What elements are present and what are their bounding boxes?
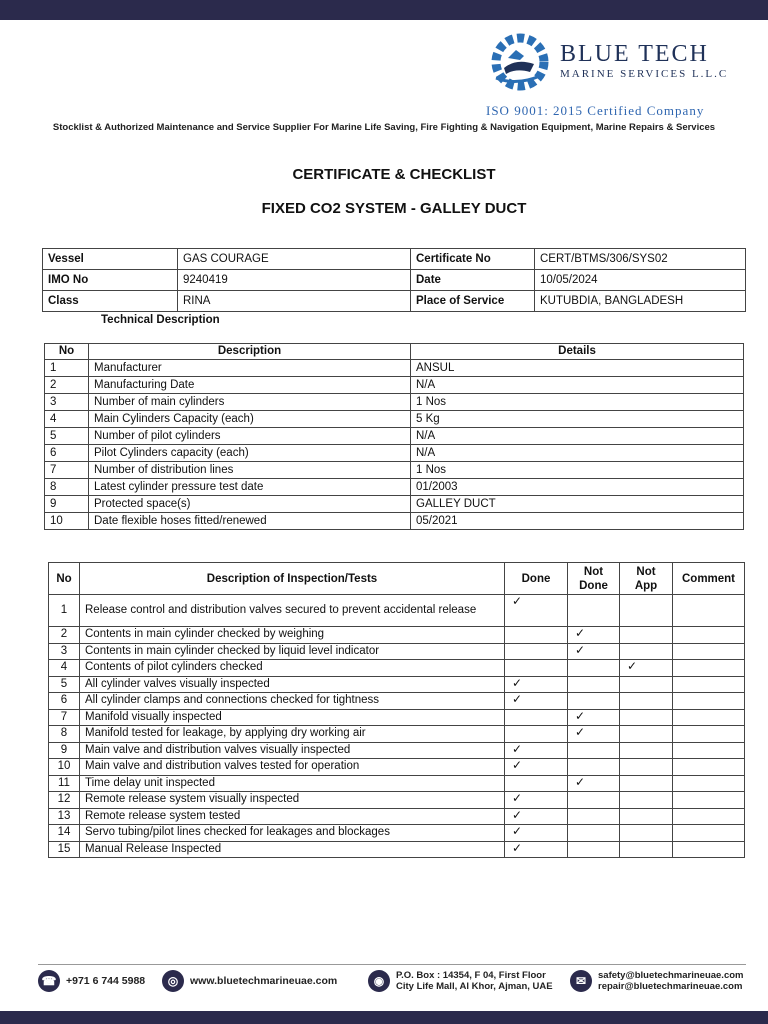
footer-divider xyxy=(38,964,746,965)
column-header: Comment xyxy=(673,563,745,595)
row-description: Time delay unit inspected xyxy=(80,775,505,792)
row-description: Main valve and distribution valves visually inspected xyxy=(80,742,505,759)
row-number: 13 xyxy=(49,808,80,825)
row-description: Latest cylinder pressure test date xyxy=(89,479,411,496)
not-done-cell xyxy=(568,709,620,726)
row-description: Main valve and distribution valves tested for operation xyxy=(80,759,505,776)
row-description: Pilot Cylinders capacity (each) xyxy=(89,445,411,462)
inspection-checklist-table xyxy=(48,562,745,858)
phone-number: +971 6 744 5988 xyxy=(66,975,146,987)
row-details: N/A xyxy=(411,445,744,462)
comment-cell xyxy=(673,627,745,644)
class-label: Class xyxy=(43,291,178,312)
not-done-cell xyxy=(568,841,620,858)
not-done-cell xyxy=(568,676,620,693)
table-row xyxy=(45,479,744,496)
company-name: BLUE TECH xyxy=(560,41,709,67)
table-row xyxy=(45,360,744,377)
table-row xyxy=(43,270,746,291)
checkmark-icon: ✓ xyxy=(512,594,523,608)
checkmark-icon: ✓ xyxy=(575,626,586,640)
table-row xyxy=(49,825,745,842)
table-row xyxy=(45,513,744,530)
table-header-row xyxy=(49,563,745,595)
row-description: Number of pilot cylinders xyxy=(89,428,411,445)
done-cell xyxy=(505,726,568,743)
row-number: 15 xyxy=(49,841,80,858)
checkmark-icon: ✓ xyxy=(575,708,586,723)
row-details: 1 Nos xyxy=(411,394,744,411)
comment-cell xyxy=(673,676,745,693)
not-app-cell xyxy=(620,693,673,710)
not-app-cell xyxy=(620,643,673,660)
comment-cell xyxy=(673,808,745,825)
comment-cell xyxy=(673,643,745,660)
not-app-cell xyxy=(620,709,673,726)
table-row xyxy=(49,709,745,726)
not-app-cell xyxy=(620,825,673,842)
table-row xyxy=(43,249,746,270)
row-number: 11 xyxy=(49,775,80,792)
done-cell xyxy=(505,676,568,693)
row-number: 9 xyxy=(45,496,89,513)
row-number: 6 xyxy=(49,693,80,710)
comment-cell xyxy=(673,693,745,710)
column-header: Done xyxy=(505,563,568,595)
table-row xyxy=(43,291,746,312)
comment-cell xyxy=(673,709,745,726)
done-cell xyxy=(505,693,568,710)
imo-value: 9240419 xyxy=(178,270,411,291)
vessel-label: Vessel xyxy=(43,249,178,270)
done-cell xyxy=(505,841,568,858)
row-number: 6 xyxy=(45,445,89,462)
not-app-cell xyxy=(620,759,673,776)
checkmark-icon: ✓ xyxy=(512,675,523,690)
done-cell xyxy=(505,792,568,809)
comment-cell xyxy=(673,759,745,776)
row-number: 10 xyxy=(49,759,80,776)
row-number: 1 xyxy=(49,595,80,627)
comment-cell xyxy=(673,825,745,842)
done-cell xyxy=(505,660,568,677)
place-value: KUTUBDIA, BANGLADESH xyxy=(535,291,746,312)
row-details: 01/2003 xyxy=(411,479,744,496)
table-row xyxy=(49,660,745,677)
table-row xyxy=(49,792,745,809)
iso-certification: ISO 9001: 2015 Certified Company xyxy=(486,103,705,118)
row-details: N/A xyxy=(411,377,744,394)
table-row xyxy=(45,411,744,428)
date-value: 10/05/2024 xyxy=(535,270,746,291)
row-number: 5 xyxy=(49,676,80,693)
address-line-2: City Life Mall, Al Khor, Ajman, UAE xyxy=(396,981,553,992)
row-number: 3 xyxy=(45,394,89,411)
row-description: Date flexible hoses fitted/renewed xyxy=(89,513,411,530)
column-header: Not App xyxy=(620,563,673,595)
column-header: Description of Inspection/Tests xyxy=(80,563,505,595)
class-value: RINA xyxy=(178,291,411,312)
certificate-value: CERT/BTMS/306/SYS02 xyxy=(535,249,746,270)
table-row xyxy=(45,394,744,411)
website-link[interactable]: www.bluetechmarineuae.com xyxy=(190,975,338,987)
table-row xyxy=(49,742,745,759)
not-app-cell xyxy=(620,660,673,677)
company-subtitle: MARINE SERVICES L.L.C xyxy=(560,68,729,80)
not-app-cell xyxy=(620,808,673,825)
footer-email[interactable] xyxy=(570,970,743,992)
not-app-cell xyxy=(620,595,673,627)
row-number: 9 xyxy=(49,742,80,759)
row-description: Number of distribution lines xyxy=(89,462,411,479)
row-description: Manufacturing Date xyxy=(89,377,411,394)
checkmark-icon: ✓ xyxy=(512,692,523,706)
document-subtitle: FIXED CO2 SYSTEM - GALLEY DUCT xyxy=(261,200,527,217)
row-number: 8 xyxy=(49,726,80,743)
not-done-cell xyxy=(568,627,620,644)
row-description: Manufacturer xyxy=(89,360,411,377)
done-cell xyxy=(505,643,568,660)
row-number: 4 xyxy=(45,411,89,428)
document-title: CERTIFICATE & CHECKLIST xyxy=(292,166,496,183)
table-row xyxy=(45,462,744,479)
row-number: 10 xyxy=(45,513,89,530)
row-description: All cylinder valves visually inspected xyxy=(80,676,505,693)
phone-icon: ☎ xyxy=(38,970,60,992)
column-header: Details xyxy=(411,344,744,360)
company-tagline: Stocklist & Authorized Maintenance and Service Supplier For Marine Life Saving, Fire Fighting & Navigation Equipment, Marine Repairs & Services xyxy=(52,122,716,133)
row-description: Remote release system visually inspected xyxy=(80,792,505,809)
done-cell xyxy=(505,709,568,726)
row-description: Remote release system tested xyxy=(80,808,505,825)
not-app-cell xyxy=(620,726,673,743)
footer-website[interactable] xyxy=(162,970,337,992)
table-header-row xyxy=(45,344,744,360)
done-cell xyxy=(505,595,568,627)
location-pin-icon: ◉ xyxy=(368,970,390,992)
vessel-value: GAS COURAGE xyxy=(178,249,411,270)
table-row xyxy=(49,726,745,743)
done-cell xyxy=(505,808,568,825)
not-done-cell xyxy=(568,792,620,809)
table-row xyxy=(45,428,744,445)
row-number: 4 xyxy=(49,660,80,677)
row-details: GALLEY DUCT xyxy=(411,496,744,513)
comment-cell xyxy=(673,660,745,677)
place-label: Place of Service xyxy=(411,291,535,312)
comment-cell xyxy=(673,595,745,627)
not-done-cell xyxy=(568,693,620,710)
row-number: 7 xyxy=(49,709,80,726)
row-details: 5 Kg xyxy=(411,411,744,428)
table-row xyxy=(45,496,744,513)
header-band xyxy=(0,0,768,20)
table-row xyxy=(45,377,744,394)
done-cell xyxy=(505,825,568,842)
footer-band xyxy=(0,1011,768,1024)
row-description: Contents in main cylinder checked by liquid level indicator xyxy=(80,643,505,660)
not-done-cell xyxy=(568,643,620,660)
column-header: No xyxy=(45,344,89,360)
row-description: Number of main cylinders xyxy=(89,394,411,411)
comment-cell xyxy=(673,792,745,809)
table-row xyxy=(49,759,745,776)
row-details: ANSUL xyxy=(411,360,744,377)
not-app-cell xyxy=(620,841,673,858)
row-details: 05/2021 xyxy=(411,513,744,530)
date-label: Date xyxy=(411,270,535,291)
checkmark-icon: ✓ xyxy=(512,840,523,855)
comment-cell xyxy=(673,742,745,759)
technical-description-table xyxy=(44,343,744,530)
checkmark-icon: ✓ xyxy=(575,774,586,789)
table-row xyxy=(49,595,745,627)
not-done-cell xyxy=(568,775,620,792)
checkmark-icon: ✓ xyxy=(512,791,523,805)
row-number: 2 xyxy=(45,377,89,394)
row-description: Manifold visually inspected xyxy=(80,709,505,726)
comment-cell xyxy=(673,775,745,792)
not-done-cell xyxy=(568,660,620,677)
table-row xyxy=(49,808,745,825)
checkmark-icon: ✓ xyxy=(512,758,523,772)
row-description: Manifold tested for leakage, by applying dry working air xyxy=(80,726,505,743)
table-row xyxy=(49,841,745,858)
table-row xyxy=(49,693,745,710)
checkmark-icon: ✓ xyxy=(627,659,638,673)
checkmark-icon: ✓ xyxy=(512,824,523,838)
row-description: Release control and distribution valves secured to prevent accidental release xyxy=(80,595,505,627)
not-done-cell xyxy=(568,726,620,743)
address-line-1: P.O. Box : 14354, F 04, First Floor xyxy=(396,970,546,981)
globe-icon: ◎ xyxy=(162,970,184,992)
envelope-icon: ✉ xyxy=(570,970,592,992)
column-header: Not Done xyxy=(568,563,620,595)
certificate-label: Certificate No xyxy=(411,249,535,270)
done-cell xyxy=(505,759,568,776)
table-row xyxy=(49,627,745,644)
row-description: Contents in main cylinder checked by weighing xyxy=(80,627,505,644)
company-gear-logo-icon xyxy=(486,28,550,96)
not-app-cell xyxy=(620,627,673,644)
done-cell xyxy=(505,627,568,644)
row-number: 1 xyxy=(45,360,89,377)
vessel-info-table xyxy=(42,248,746,312)
checkmark-icon: ✓ xyxy=(575,642,586,657)
row-number: 8 xyxy=(45,479,89,496)
email-safety[interactable]: safety@bluetechmarineuae.com xyxy=(598,970,744,981)
table-row xyxy=(49,676,745,693)
footer-address xyxy=(368,970,553,992)
not-app-cell xyxy=(620,742,673,759)
checkmark-icon: ✓ xyxy=(512,807,523,822)
not-done-cell xyxy=(568,759,620,776)
row-number: 14 xyxy=(49,825,80,842)
row-number: 12 xyxy=(49,792,80,809)
row-description: Manual Release Inspected xyxy=(80,841,505,858)
table-row xyxy=(45,445,744,462)
checkmark-icon: ✓ xyxy=(575,725,586,739)
email-repair[interactable]: repair@bluetechmarineuae.com xyxy=(598,981,743,992)
comment-cell xyxy=(673,726,745,743)
table-row xyxy=(49,643,745,660)
row-number: 2 xyxy=(49,627,80,644)
row-details: 1 Nos xyxy=(411,462,744,479)
not-done-cell xyxy=(568,595,620,627)
row-details: N/A xyxy=(411,428,744,445)
not-done-cell xyxy=(568,825,620,842)
row-number: 7 xyxy=(45,462,89,479)
footer-phone xyxy=(38,970,145,992)
not-app-cell xyxy=(620,775,673,792)
row-description: All cylinder clamps and connections checked for tightness xyxy=(80,693,505,710)
row-description: Protected space(s) xyxy=(89,496,411,513)
column-header: Description xyxy=(89,344,411,360)
table-row xyxy=(49,775,745,792)
done-cell xyxy=(505,742,568,759)
done-cell xyxy=(505,775,568,792)
row-description: Contents of pilot cylinders checked xyxy=(80,660,505,677)
row-number: 5 xyxy=(45,428,89,445)
row-number: 3 xyxy=(49,643,80,660)
not-done-cell xyxy=(568,742,620,759)
imo-label: IMO No xyxy=(43,270,178,291)
row-description: Main Cylinders Capacity (each) xyxy=(89,411,411,428)
column-header: No xyxy=(49,563,80,595)
not-done-cell xyxy=(568,808,620,825)
company-brand xyxy=(560,42,728,80)
comment-cell xyxy=(673,841,745,858)
checkmark-icon: ✓ xyxy=(512,741,523,756)
row-description: Servo tubing/pilot lines checked for leakages and blockages xyxy=(80,825,505,842)
not-app-cell xyxy=(620,676,673,693)
technical-description-title: Technical Description xyxy=(101,314,220,326)
not-app-cell xyxy=(620,792,673,809)
